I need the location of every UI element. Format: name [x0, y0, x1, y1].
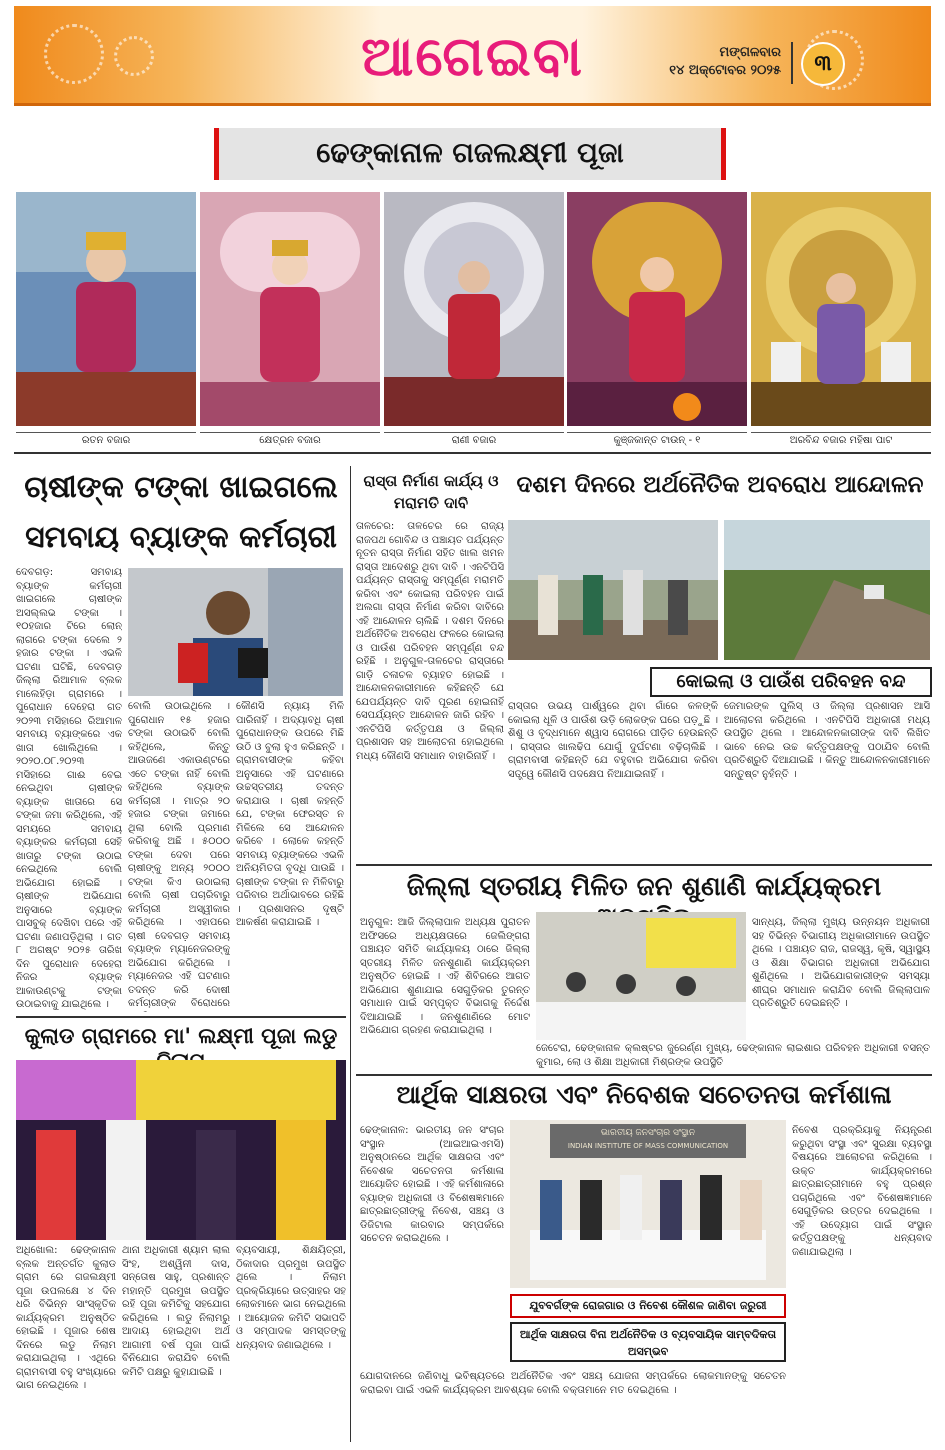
- story-body: ଜେମାରଙ୍କ ପୁଲିସ୍ ଓ ଜିଲ୍ଲା ପ୍ରଶାସନ ଆସି ଆଲୋଚନା କରିଥିଲେ । ଏନଟିପିସି ଅଧିକାରୀ ମଧ୍ୟ ଉପସ୍ଥିତ ଥିଲେ । ଆନ୍ଦୋଳନକାରୀଙ୍କ ଦାବି ଲିଖିତ ଭାବେ ନେଇ ଉଚ୍ଚ କର୍ତ୍ତୃପକ୍ଷଙ୍କୁ ପଠାଯିବ ବୋଲି ପ୍ରତିଶ୍ରୁତି ଦିଆଯାଇଛି । କିନ୍ତୁ ଆନ୍ଦୋଳନକାରୀମାନେ ସନ୍ତୁଷ୍ଟ ନୁହଁନ୍ତି ।: [724, 701, 930, 780]
- deity-photo-3: [384, 192, 564, 426]
- section-divider: [16, 1016, 346, 1018]
- divider: [791, 42, 793, 84]
- story-body: କୌଣସି ନ୍ୟାୟ ମିଳି ପାରିନାହିଁ । ଅଦ୍ୟାବଧି ଚାଷୀ ପୁରୋଧାନଙ୍କ ଉପରେ ମିଛି ଉଠି ଓ ବୁଲା ହୁଏ କରିଛନ୍ତି । ଗ୍ରାମବାସୀଙ୍କ କହିବା ଅନୁସାରେ ଏହି ଘଟଣାରେ ଉଚ୍ଚସ୍ତରୀୟ ତଦନ୍ତ କରାଯାଉ । ଚାଷୀ କହନ୍ତି ଯେ, ଟଙ୍କା ଫେରସ୍ତ ନ ମିଳିଲେ ସେ ଆନ୍ଦୋଳନ କରିବେ । ଲୋକେ କହନ୍ତି ସମବାୟ ବ୍ୟାଙ୍କରେ ଏଭଳି ଅନିୟମିତତା ବୃଦ୍ଧି ପାଉଛି । ଚାଷୀଙ୍କ ଟଙ୍କା ନ ମିଳିବାରୁ ପରିବାର ଅର୍ଥାଭାବରେ ରହିଛି । ପ୍ରଶାସନର ଦୃଷ୍ଟି ଆକର୍ଷଣ କରାଯାଇଛି ।: [236, 701, 344, 928]
- story-headline: ଦଶମ ଦିନରେ ଅର୍ଥନୈତିକ ଅବରୋଧ ଆନ୍ଦୋଳନ: [516, 472, 924, 498]
- story-body: ନିବେଶ ପ୍ରକ୍ରିୟାକୁ ନିୟନ୍ତ୍ରଣ କରୁଥିବା ସଂସ୍ଥା ଏବଂ ସୁରକ୍ଷା ବ୍ୟବସ୍ଥା ବିଷୟରେ ଆଲୋଚନା କରିଥିଲେ । ଉକ୍ତ କାର୍ଯ୍ୟକ୍ରମରେ ଛାତ୍ରଛାତ୍ରୀମାନେ ବହୁ ପ୍ରଶ୍ନ ପଚାରିଥିଲେ ଏବଂ ବିଶେଷଜ୍ଞମାନେ ସେଗୁଡ଼ିକର ଉତ୍ତର ଦେଇଥିଲେ । ଏହି ଉଦ୍ୟୋଗ ପାଇଁ ସଂସ୍ଥାନ କର୍ତ୍ତୃପକ୍ଷଙ୍କୁ ଧନ୍ୟବାଦ ଜଣାଯାଇଥିଲା ।: [792, 1125, 932, 1258]
- photo-caption: କ୍ଷେତ୍ରନ ବଜାର: [200, 432, 380, 446]
- section-divider: [356, 864, 932, 866]
- deity-photo-2: [200, 192, 380, 426]
- deity-photo-1: [16, 192, 196, 426]
- photo-caption: କୁଞ୍ଜକାନ୍ତ ଟାଉନ୍ - ୧: [567, 432, 747, 446]
- photo-caption: ରତନ ବଜାର: [16, 432, 196, 446]
- story-body: ବ୍ୟବସାୟୀ, ଶିକ୍ଷୟିତ୍ରୀ, ଠିକାଦାର ପ୍ରମୁଖ ଉପସ୍ଥିତ ଥିଲେ । ନିଲାମ ପ୍ରକ୍ରିୟାରେ ଉତ୍ସାହର ସହ ଲୋକମାନେ ଭାଗ ନେଇଥିଲେ । ଆୟୋଜକ କମିଟି ସଭାପତି ଓ ସମ୍ପାଦକ ସମସ୍ତଙ୍କୁ ଧନ୍ୟବାଦ ଜଣାଇଥିଲେ ।: [236, 1245, 346, 1351]
- workshop-photo: [510, 1120, 786, 1288]
- story-body: ଯୋଗଦାନରେ ଜଣିବାଧୁ ଭବିଷ୍ୟତରେ ଅର୍ଥନୈତିକ ଏବଂ ସଞ୍ଚୟ ଯୋଜନା ସମ୍ପର୍କରେ ଲୋକମାନଙ୍କୁ ସଚେତନ କରାଇବା ପାଇଁ ଏଭଳି କାର୍ଯ୍ୟକ୍ରମ ଆବଶ୍ୟକ ବୋଲି ବକ୍ତାମାନେ ମତ ଦେଇଥିଲେ ।: [360, 1371, 786, 1396]
- story-body: ଅନୁଗୁଳ: ଆଜି ଜିଲ୍ଲାପାଳ ଅଧ୍ୟକ୍ଷ ପୁରାତନ ଅଫିସରେ ଅଧ୍ୟକ୍ଷତାରେ ଜେଲିଙ୍ଗରା ପଞ୍ଚାୟତ ସମିତି କାର୍ଯ୍ୟାଳୟ ଠାରେ ଜିଲ୍ଲା ସ୍ତରୀୟ ମିଳିତ ଜନଶୁଣାଣି କାର୍ଯ୍ୟକ୍ରମ ଅନୁଷ୍ଠିତ ହୋଇଛି । ଏହି ଶିବିରରେ ଆଗତ ଅଭିଯୋଗ ଶୁଣାଯାଇ ସେଗୁଡ଼ିକର ତୁରନ୍ତ ସମାଧାନ ପାଇଁ ସମ୍ପୃକ୍ତ ବିଭାଗକୁ ନିର୍ଦ୍ଦେଶ ଦିଆଯାଇଛି । ଜନଶୁଣାଣିରେ ମୋଟ ଅଭିଯୋଗ ଗ୍ରହଣ କରାଯାଇଥିଲା ।: [360, 917, 530, 1036]
- section-divider: [356, 1074, 932, 1076]
- quote-box: ଆର୍ଥିକ ସାକ୍ଷରତା ବିନା ଅର୍ଥନୈତିକ ଓ ବ୍ୟବସାୟିକ ସାମ୍ବଦିକତା ଅସମ୍ଭବ: [510, 1322, 786, 1362]
- story-body: ଥାନା ଅଧିକାରୀ ଶ୍ୟାମ ଲାଲ ସିଂହ, ଅଶ୍ୱିନୀ ଦାସ, ସନ୍ତୋଷ ସାହୁ, ପ୍ରଶାନ୍ତ ମହାନ୍ତି ପ୍ରମୁଖ ଉପସ୍ଥିତ ରହି ପୂଜା କମିଟିକୁ ସହଯୋଗ କରିଥିଲେ । ଲଡୁ ନିଲାମରୁ ଆଦାୟ ହୋଇଥିବା ଅର୍ଥ ଆଗାମୀ ବର୍ଷ ପୂଜା ପାଇଁ ବିନିଯୋଗ କରାଯିବ ବୋଲି କମିଟି ପକ୍ଷରୁ କୁହାଯାଇଛି ।: [122, 1245, 230, 1378]
- institute-sign: ଭାରତୀୟ ଜନସଂଚାର ସଂସ୍ଥାନ: [600, 1128, 696, 1138]
- photo-caption: ଅରବିନ୍ଦ ବଜାର ମହିଷା ପାଟ: [751, 432, 931, 446]
- auction-photo: [16, 1060, 346, 1240]
- issue-day: ମଙ୍ଗଳବାର: [719, 45, 781, 60]
- deity-photo-4: [567, 192, 747, 426]
- story-headline: କୁଲାଡ ଗ୍ରାମରେ ମା' ଲକ୍ଷ୍ମୀ ପୂଜା ଲଡୁ: [24, 1024, 338, 1048]
- photo-caption: ଜେଟେରା, ଢେଙ୍କାନାଳ କ୍ଲଷ୍ଟର ଜୁରେର୍ଣ୍ଣ ମୁଖ୍ୟ, ଢେଙ୍କାନାଳ ଲାଇଶାର ପରିବହନ ଅଧିକାରୀ ବସନ୍ତ କୁମାର, ଲୋ ଓ ଶିକ୍ଷା ଅଧିକାରୀ ମିଶ୍ରଙ୍କ ଉପସ୍ଥିତି: [536, 1043, 930, 1068]
- meeting-photo: [536, 912, 746, 1040]
- story-headline: ଆର୍ଥିକ ସାକ୍ଷରତା ଏବଂ ନିବେଶକ ସଚେତନତା କର୍ମଶାଳା: [396, 1080, 892, 1109]
- masthead: [14, 6, 931, 106]
- page-number-badge: ୩: [801, 42, 845, 86]
- story-headline: ରାସ୍ତା ନିର୍ମାଣ କାର୍ଯ୍ୟ ଓ ମରାମତି ଦାବି: [363, 472, 499, 512]
- newspaper-title: ଆଗେଇବା: [361, 24, 584, 88]
- story-body: ତାଳଚେର: ତାଳଚେର ରେ ରାଜ୍ୟ ରାଜପଥ ଗୋବିନ୍ଦ ଓ ପଞ୍ଚାୟତ ପର୍ଯ୍ୟନ୍ତ ନୂତନ ରାସ୍ତା ନିର୍ମାଣ ସହିତ ଖାଲ ଖମନ ରାସ୍ତା ଆଦେଶରୁ ଥିବା ଦାବି । ଏନଟିପିସି ପର୍ଯ୍ୟନ୍ତ ରାସ୍ତାକୁ ସମ୍ପୂର୍ଣ୍ଣ ମରାମତି କରିବା ଏବଂ କୋଇଲା ପରିବହନ ପାଇଁ ଅଲଗା ରାସ୍ତା ନିର୍ମାଣ କରିବା ଦାବିରେ ଏହି ଆନ୍ଦୋଳନ ଚାଲିଛି । ଦଶମ ଦିନରେ ଅର୍ଥନୈତିକ ଅବରୋଧ ଫଳରେ କୋଇଲା ଓ ପାଉଁଶ ପରିବହନ ସମ୍ପୂର୍ଣ୍ଣ ବନ୍ଦ ରହିଛି । ଅନୁଗୁଳ-ତାଳଚେର ରାସ୍ତାରେ ଗାଡ଼ି ଚଳାଚଳ ବ୍ୟାହତ ହୋଇଛି । ଆନ୍ଦୋଳନକାରୀମାନେ କହିଛନ୍ତି ଯେ ଯେପର୍ଯ୍ୟନ୍ତ ଦାବି ପୂରଣ ହୋଇନାହିଁ ସେପର୍ଯ୍ୟନ୍ତ ଆନ୍ଦୋଳନ ଜାରି ରହିବ । ଏନଟିପିସି କର୍ତ୍ତୃପକ୍ଷ ଓ ଜିଲ୍ଲା ପ୍ରଶାସନ ସହ ଆଲୋଚନା ହୋଇଥିଲେ ମଧ୍ୟ କୌଣସି ସମାଧାନ ବାହାରିନାହିଁ ।: [356, 521, 504, 762]
- story-body: ସାନ୍ଧ୍ୟ, ଜିଲ୍ଲା ମୁଖ୍ୟ ଉନ୍ନୟନ ଅଧିକାରୀ ସହ ବିଭିନ୍ନ ବିଭାଗୀୟ ଅଧିକାରୀମାନେ ଉପସ୍ଥିତ ଥିଲେ । ପଞ୍ଚାୟତ ରାଜ, ରାଜସ୍ୱ, କୃଷି, ସ୍ୱାସ୍ଥ୍ୟ ଓ ଶିକ୍ଷା ବିଭାଗର ଅଧିକାରୀ ଅଭିଯୋଗ ଶୁଣିଥିଲେ । ଅଭିଯୋଗକାରୀଙ୍କ ସମସ୍ୟା ଶୀଘ୍ର ସମାଧାନ କରାଯିବ ବୋଲି ଜିଲ୍ଲାପାଳ ପ୍ରତିଶ୍ରୁତି ଦେଇଛନ୍ତି ।: [752, 917, 930, 1009]
- quote-box: ଯୁବବର୍ଗଙ୍କ ରୋଜଗାର ଓ ନିବେଶ କୌଶଳ ଜାଣିବା ଜରୁରୀ: [510, 1294, 786, 1318]
- photo-caption: ରାଣୀ ବଜାର: [384, 432, 564, 446]
- section-divider: [14, 452, 931, 454]
- subheadline-bar: କୋଇଲା ଓ ପାଉଁଶ ପରିବହନ ବନ୍ଦ: [650, 667, 932, 697]
- story-headline: ଚାଷୀଙ୍କ ଟଙ୍କା ଖାଇଗଲେ: [24, 470, 338, 505]
- issue-date-text: ୧୪ ଅକ୍ଟୋବର ୨୦୨୫: [669, 63, 781, 78]
- section-title: ଢେଙ୍କାନାଳ ଗଜଲକ୍ଷ୍ମୀ ପୂଜା: [316, 136, 624, 169]
- story-body: ଅଧିଖୋଲ: ଢେଙ୍କାନାଳ ବ୍ଲକ ଅନ୍ତର୍ଗତ କୁଲାଡ ଗ୍ରାମ ରେ ଗଜଲକ୍ଷ୍ମୀ ପୂଜା ଉପଲକ୍ଷେ ୪ ଦିନ ଧରି ବିଭିନ୍ନ ସାଂସ୍କୃତିକ କାର୍ଯ୍ୟକ୍ରମ ଅନୁଷ୍ଠିତ ହୋଇଛି । ପୂଜାର ଶେଷ ଦିନରେ ଲଡୁ ନିଲାମ କରାଯାଇଥିଲା । ଏଥିରେ ଗ୍ରାମବାସୀ ବହୁ ସଂଖ୍ୟାରେ ଭାଗ ନେଇଥିଲେ ।: [16, 1245, 116, 1391]
- protest-photo: [508, 520, 718, 660]
- story-headline: ସମବାୟ ବ୍ୟାଙ୍କ କର୍ମଚାରୀ: [25, 520, 337, 555]
- institute-sign: INDIAN INSTITUTE OF MASS COMMUNICATION: [567, 1142, 729, 1150]
- story-body: ଢେଙ୍କାନାଳ: ଭାରତୀୟ ଜନ ସଂଚାର ସଂସ୍ଥାନ (ଆଇଆଇଏମସି) ଅନୁଷ୍ଠାନରେ ଆର୍ଥିକ ସାକ୍ଷରତା ଏବଂ ନିବେଶକ ସଚେତନତା କର୍ମଶାଳା ଆୟୋଜିତ ହୋଇଛି । ଏହି କର୍ମଶାଳାରେ ବ୍ୟାଙ୍କ ଅଧିକାରୀ ଓ ବିଶେଷଜ୍ଞମାନେ ଛାତ୍ରଛାତ୍ରୀଙ୍କୁ ନିବେଶ, ସଞ୍ଚୟ ଓ ଡିଜିଟାଲ କାରବାର ସମ୍ପର୍କରେ ସଚେତନ କରାଇଥିଲେ ।: [360, 1125, 504, 1244]
- story-body: ରାସ୍ତାର ଉଭୟ ପାର୍ଶ୍ୱରେ ଥିବା ଗାଁରେ କଳଙ୍କି କୋଇଲା ଧୂଳି ଓ ପାଉଁଶ ଉଡ଼ି ଲୋକଙ୍କ ଘରେ ପଡ଼ୁଛି । ଶିଶୁ ଓ ବୃଦ୍ଧମାନେ ଶ୍ୱାସ ରୋଗରେ ପୀଡ଼ିତ ହେଉଛନ୍ତି । ରାସ୍ତାର ଖାଲଢିପ ଯୋଗୁଁ ଦୁର୍ଘଟଣା ବଢ଼ିଚାଲିଛି । ଗ୍ରାମବାସୀ କହିଛନ୍ତି ଯେ ବହୁବାର ଅଭିଯୋଗ କରିବା ସତ୍ତ୍ୱେ କୌଣସି ପଦକ୍ଷେପ ନିଆଯାଇନାହିଁ ।: [508, 701, 718, 780]
- story-body: ବୋଲି ଉଠାଇଥିଲେ । ପୁରୋଧାନ ୧୫ ହଜାର ଟଙ୍କା ଉଠାଇବି ବୋଲି କହିଥିଲେ, କିନ୍ତୁ ଆଉଜଣେ ଏକାଉଣ୍ଟରେ ଏତେ ଟଙ୍କା ନାହିଁ ବୋଲି କହିଥିଲେ ବ୍ୟାଙ୍କ କର୍ମଚାରୀ । ମାତ୍ର ୨୦ ହଜାର ଟଙ୍କା ଜମାରେ ଥିଲା ବୋଲି ପ୍ରମାଣ କରିବାକୁ ଅଛି । ୫୦୦୦ ଟଙ୍କା ଦେବା ପରେ ଚାଷୀଙ୍କୁ ଅନ୍ୟ ୨୦୦୦ ଟଙ୍କା କିଏ ଉଠାଇଲା ବୋଲି ଚାଷୀ ପଚାରିବାରୁ କର୍ମଚାରୀ ଅସ୍ୱୀକାର କରିଥିଲେ । ଏହାପରେ ଚାଷୀ ଦେବଗଡ଼ ସମବାୟ ବ୍ୟାଙ୍କ ମ୍ୟାନେଜରଙ୍କୁ ଅଭିଯୋଗ କରିଥିଲେ । ମ୍ୟାନେଜର ଏହି ଘଟଣାର ତଦନ୍ତ କରି ଦୋଷୀ କର୍ମଚାରୀଙ୍କ ବିରୋଧରେ: [128, 701, 230, 1009]
- road-photo: [724, 520, 930, 660]
- column-divider: [350, 466, 351, 1442]
- section-banner: [214, 128, 726, 180]
- farmer-photo: [128, 568, 343, 696]
- issue-date: [669, 44, 781, 80]
- story-body: ଦେବଗଡ଼: ସମବାୟ ବ୍ୟାଙ୍କ କର୍ମଚାରୀ ଖାଇଗଲେ ଚାଷୀଙ୍କ ଅସଲ୍ଲଭ ଟଙ୍କା । ୧୦ହଜାର ଟିରେ ଲୋନ୍ ଲାଗରେ ଟଙ୍କା ଦେଲେ ୨ ହଜାର ଟଙ୍କା । ଏଭଳି ଘଟଣା ଘଟିଛି, ଦେବଗଡ଼ ଜିଲ୍ଲା ରିଆମାଳ ବ୍ଲକ ମାଲେହିଡ଼ା ଗ୍ରାମରେ । ପୁରୋଧାନ ଦେହେରା ଗତ ୨୦୨୩ ମସିହାରେ ରିଆମାଳ ସମବାୟ ବ୍ୟାଙ୍କରେ ଏକ ଖାତା ଖୋଲିଥିଲେ । ୨୦୨୦.୦୮.୨୦୨୩ ମସିହାରେ ଗାଈ ବେଇ ନେଇଥିବା ଚାଷୀଙ୍କ ବ୍ୟାଙ୍କ ଖାତାରେ ସେ ଟଙ୍କା ଜମା କରିଥିଲେ, ଏହି ସମୟରେ ସମବାୟ ବ୍ୟାଙ୍କର କର୍ମଚାରୀ ସେହି ଖାତାରୁ ଟଙ୍କା ଉଠାଇ ନେଇଥିଲେ ବୋଲି ଅଭିଯୋଗ ହୋଇଛି । ଚାଷୀଙ୍କ ଅଭିଯୋଗ ଅନୁସାରେ ବ୍ୟାଙ୍କ ପାସବୁକ୍ ଦେଖିବା ପରେ ଏହି ଘଟଣା ଜଣାପଡ଼ିଥିଲା । ଗତ ୮ ଅଗଷ୍ଟ ୨୦୨୫ ତାରିଖ ଦିନ ପୁରୋଧାନ ଦେହେରା ନିଜର ବ୍ୟାଙ୍କ ଆକାଉଣ୍ଟକୁ ଟଙ୍କା ଉଠାଇବାକୁ ଯାଇଥିଲେ ।: [16, 567, 122, 1010]
- deity-photo-5: [751, 192, 931, 426]
- story-headline: ଜିଲ୍ଲା ସ୍ତରୀୟ ମିଳିତ ଜନ ଶୁଣାଣି କାର୍ଯ୍ୟକ୍ରମ: [406, 872, 882, 902]
